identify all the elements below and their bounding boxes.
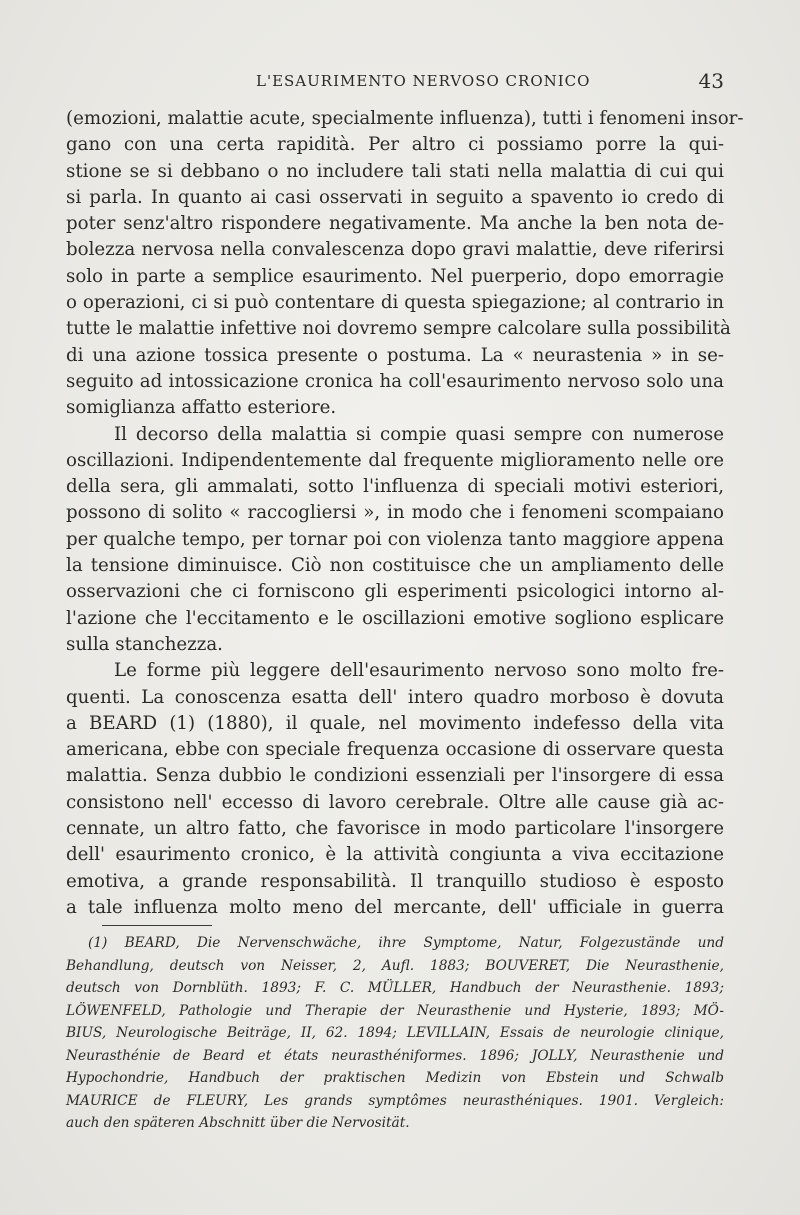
footnote-line: Hypochondrie, Handbuch der praktischen Medizin von Ebstein und Schwalb — [66, 1070, 724, 1086]
page-number: 43 — [698, 69, 724, 93]
text-line: emotiva, a grande responsabilità. Il tranquillo studioso è esposto — [66, 870, 724, 892]
footnote-line: auch den späteren Abschnitt über die Nervosität. — [66, 1115, 410, 1131]
text-line: solo in parte a semplice esaurimento. Nel puerperio, dopo emorragie — [66, 265, 724, 287]
main-text — [66, 106, 744, 921]
text-line: bolezza nervosa nella convalescenza dopo gravi malattie, deve riferirsi — [66, 239, 724, 261]
text-line: consistono nell' eccesso di lavoro cerebrale. Oltre alle cause già ac- — [66, 791, 724, 813]
footnote-line: MAURICE de FLEURY, Les grands symptômes neurasthéniques. 1901. Vergleich: — [66, 1092, 724, 1109]
text-line: tutte le malattie infettive noi dovremo sempre calcolare sulla possibilità — [66, 318, 731, 340]
footnote-line: deutsch von Dornblüth. 1893; F. C. MÜLLER, Handbuch der Neurasthenie. 1893; — [66, 980, 724, 996]
text-line: Le forme più leggere dell'esaurimento nervoso sono molto fre- — [114, 660, 724, 682]
text-line: malattia. Senza dubbio le condizioni essenziali per l'insorgere di essa — [66, 765, 724, 787]
text-line: osservazioni che ci forniscono gli esperimenti psicologici intorno al- — [66, 581, 724, 603]
footnote-line: BIUS, Neurologische Beiträge, II, 62. 1894; LEVILLAIN, Essais de neurologie clinique, — [66, 1025, 724, 1041]
text-line: somiglianza affatto esteriore. — [66, 397, 337, 419]
text-line: americana, ebbe con speciale frequenza occasione di osservare questa — [66, 739, 724, 761]
text-line: a BEARD (1) (1880), il quale, nel movimento indefesso della vita — [66, 712, 724, 734]
text-line: sulla stanchezza. — [66, 633, 223, 655]
text-line: per qualche tempo, per tornar poi con violenza tanto maggiore appena — [66, 528, 724, 550]
text-line: la tensione diminuisce. Ciò non costituisce che un ampliamento delle — [66, 555, 724, 577]
text-line: dell' esaurimento cronico, è la attività congiunta a viva eccitazione — [66, 844, 724, 866]
running-title: L'ESAURIMENTO NERVOSO CRONICO — [256, 72, 591, 90]
text-line: o operazioni, ci si può contentare di questa spiegazione; al contrario in — [66, 292, 724, 314]
text-line: Il decorso della malattia si compie quasi sempre con numerose — [114, 423, 724, 445]
footnote-line: Behandlung, deutsch von Neisser, 2, Aufl. 1883; BOUVERET, Die Neurasthenie, — [66, 957, 724, 974]
text-line: di una azione tossica presente o postuma. La « neurastenia » in se- — [66, 344, 724, 366]
footnote-divider — [102, 925, 212, 926]
text-line: possono di solito « raccogliersi », in modo che i fenomeni scompaiano — [66, 502, 724, 524]
text-line: poter senz'altro rispondere negativamente. Ma anche la ben nota de- — [66, 213, 724, 235]
text-line: a tale influenza molto meno del mercante, dell' ufficiale in guerra — [66, 896, 724, 918]
text-line: quenti. La conoscenza esatta dell' intero quadro morboso è dovuta — [66, 686, 724, 708]
text-line: cennate, un altro fatto, che favorisce in modo particolare l'insorgere — [66, 818, 724, 840]
page-header — [66, 69, 724, 96]
text-line: si parla. In quanto ai casi osservati in seguito a spavento io credo di — [66, 186, 724, 208]
footnote-line: LÖWENFELD, Pathologie und Therapie der Neurasthenie und Hysterie, 1893; MÖ- — [66, 1002, 724, 1019]
text-line: seguito ad intossicazione cronica ha coll'esaurimento nervoso solo una — [66, 370, 724, 392]
text-line: della sera, gli ammalati, sotto l'influenza di speciali motivi esteriori, — [66, 476, 724, 498]
text-line: (emozioni, malattie acute, specialmente influenza), tutti i fenomeni insor- — [66, 108, 744, 129]
text-line: oscillazioni. Indipendentemente dal frequente miglioramento nelle ore — [66, 449, 724, 471]
footnotes — [66, 932, 724, 1135]
text-line: stione se si debbano o no includere tali stati nella malattia di cui qui — [66, 160, 724, 182]
footnote-line: (1) BEARD, Die Nervenschwäche, ihre Symptome, Natur, Folgezustände und — [88, 935, 724, 951]
text-line: gano con una certa rapidità. Per altro ci possiamo porre la qui- — [66, 134, 724, 156]
footnote-line: Neurasthénie de Beard et états neurasthéniformes. 1896; JOLLY, Neurasthenie und — [66, 1047, 724, 1064]
text-line: l'azione che l'eccitamento e le oscillazioni emotive sogliono esplicare — [66, 607, 724, 629]
